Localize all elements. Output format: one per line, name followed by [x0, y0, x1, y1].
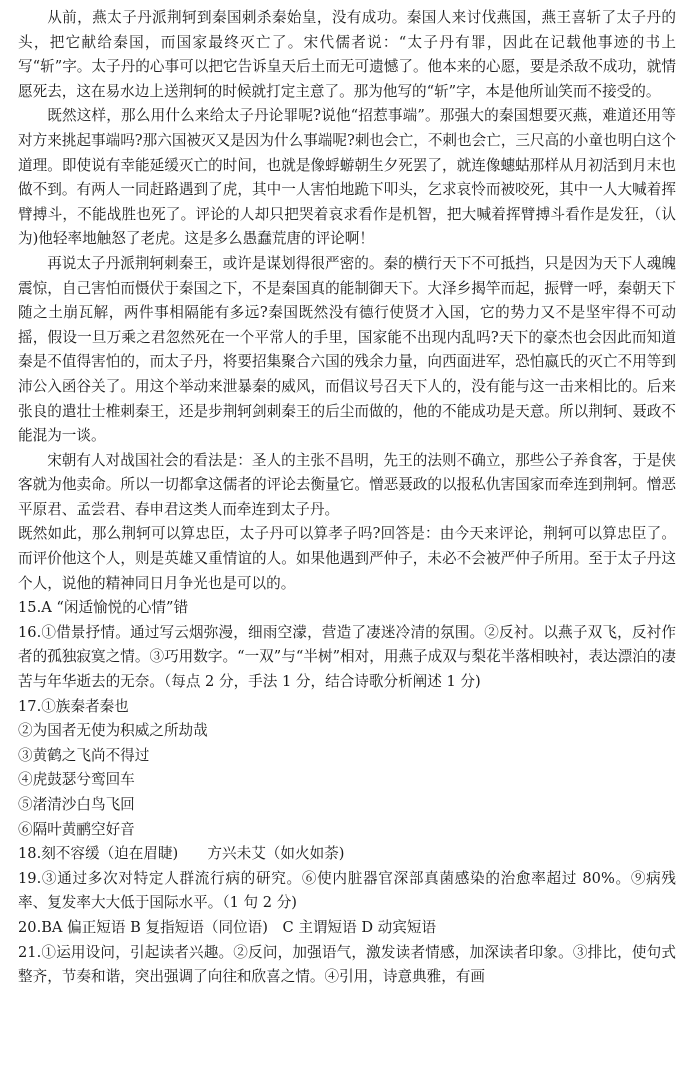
answer-18: 18.刻不容缓（迫在眉睫) 方兴未艾（如火如荼): [18, 845, 345, 863]
answer-17-item: ⑥隔叶黄鹂空好音: [18, 820, 135, 838]
paragraph-5: 既然如此，那么荆轲可以算忠臣，太子丹可以算孝子吗?回答是：由今天来评论，荆轲可以算忠臣了。而评价他这个人，则是英雄又重情谊的人。如果他遇到严仲子，未必不会被严仲子所用。至于太子丹这个人，说他的精神同日月争光也是可以的。: [18, 525, 676, 592]
paragraph-2: 既然这样，那么用什么来给太子丹论罪呢?说他“招惹事端”。那强大的秦国想要灭燕，难道还用等对方来挑起事端吗?那六国被灭又是因为什么事端呢?刺也会亡，不刺也会亡，三尺高的小童也明白这个道理。即使说有幸能延缓灭亡的时间，也就是像蜉蝣朝生夕死罢了，就连像蟪蛄那样从月初活到月末也做不到。有两人一同赶路遇到了虎，其中一人害怕地跪下叩头，乞求哀怜而被咬死，其中一人大喊着挥臂搏斗，不能战胜也死了。评论的人却只把哭着哀求看作是机智，把大喊着挥臂搏斗看作是发狂，（认为)他轻率地触怒了老虎。这是多么愚蠢荒唐的评论啊！: [18, 107, 676, 248]
answer-17-item: ⑤渚清沙白鸟飞回: [18, 796, 135, 813]
answer-21: 21.①运用设问，引起读者兴趣。②反问，加强语气，激发读者情感，加深读者印象。③排比，使句式整齐，节奏和谐，突出强调了向往和欣喜之情。④引用，诗意典雅，有画: [18, 943, 676, 986]
answer-20: 20.BA 偏正短语 B 复指短语（同位语) C 主谓短语 D 动宾短语: [18, 918, 437, 936]
answer-15: 15.A “闲适愉悦的心情”错: [18, 599, 189, 617]
paragraph-4: 宋朝有人对战国社会的看法是：圣人的主张不昌明，先王的法则不确立，那些公子养食客，于是侠客就为他卖命。所以一切都拿这儒者的评论去衡量它。憎恶聂政的以报私仇害国家而牵连到荆轲。憎恶平原君、孟尝君、春申君这类人而牵连到太子丹。: [18, 451, 676, 518]
answer-17-item: ②为国者无使为积威之所劫哉: [18, 722, 208, 740]
answer-17-item: ③黄鹤之飞尚不得过: [18, 746, 150, 764]
answer-17-item: ④虎鼓瑟兮鸾回车: [18, 771, 135, 789]
answer-16: 16.①借景抒情。通过写云烟弥漫，细雨空濛，营造了凄迷冷清的氛围。②反衬。以燕子双飞，反衬作者的孤独寂寞之情。③巧用数字。“一双”与“半树”相对，用燕子成双与梨花半落相映衬，表达漂泊的凄苦与年华逝去的无奈。（每点 2 分，手法 1 分，结合诗歌分析阐述 1 分): [18, 623, 676, 691]
answer-17-item: 17.①族秦者秦也: [18, 697, 129, 715]
answer-19: 19.③通过多次对特定人群流行病的研究。⑥使内脏器官深部真菌感染的治愈率超过 80%。⑨病残率、复发率大大低于国际水平。（1 句 2 分): [18, 869, 676, 912]
paragraph-1: 从前，燕太子丹派荆轲到秦国刺杀秦始皇，没有成功。秦国人来讨伐燕国，燕王喜斩了太子丹的头，把它献给秦国，而国家最终灭亡了。宋代儒者说：“太子丹有罪，因此在记载他事迹的书上写“斩”字。太子丹的心事可以把它告诉皇天后土而无可遗憾了。他本来的心愿，要是杀敌不成功，就情愿死去，这在易水边上送荆轲的时候就打定主意了。那为他写的“斩”字，本是他所讪笑而不接受的。: [18, 9, 676, 100]
paragraph-3: 再说太子丹派荆轲刺秦王，或许是谋划得很严密的。秦的横行天下不可抵挡，只是因为天下人魂魄震惊，自己害怕而慑伏于秦国之下，不是秦国真的能制御天下。大泽乡揭竿而起，振臂一呼，秦朝天下随之土崩瓦解，两件事相隔能有多远?秦国既然没有德行使贤才入国，它的势力又不是坚牢得不可动摇，假设一旦万乘之君忽然死在一个平常人的手里，国家能不出现内乱吗?天下的豪杰也会因此而知道秦是不值得害怕的，而太子丹，将要招集聚合六国的残余力量，向西面进军，恐怕嬴氏的灭亡不用等到沛公入函谷关了。用这个举动来泄暴秦的威风，而倡议号召天下人的，没有能与这一击来相比的。后来张良的遣壮士椎刺秦王，还是步荆轲剑刺秦王的后尘而做的，他的不能成功是天意。所以荆轲、聂政不能混为一谈。: [18, 254, 676, 445]
